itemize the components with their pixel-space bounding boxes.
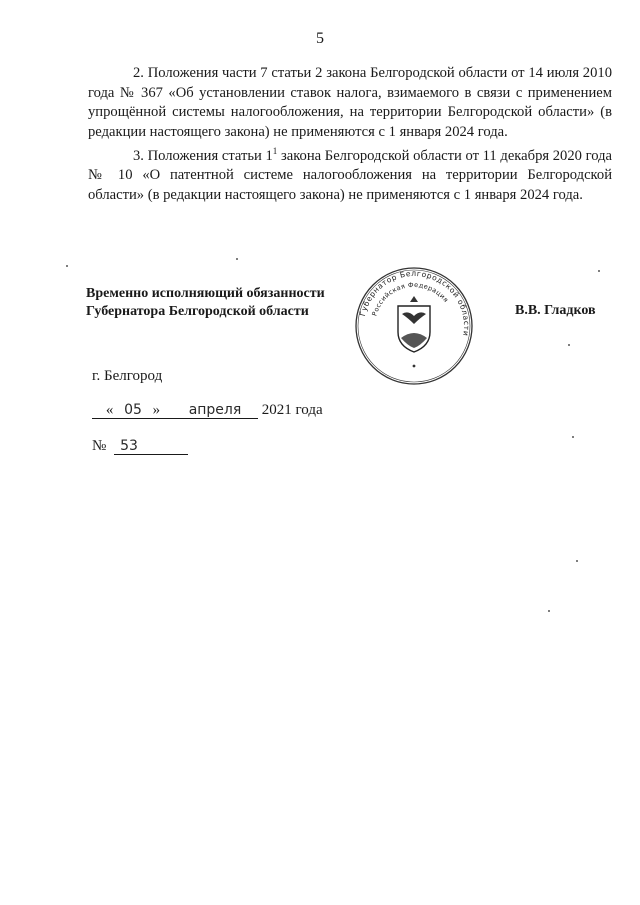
date-day-field: [92, 402, 174, 419]
document-number: [92, 438, 188, 455]
document-number-prefix: №: [92, 438, 107, 454]
body-text: [88, 64, 612, 205]
paragraph-3-start: 3. Положения статьи 1: [133, 147, 273, 164]
document-number-value: 53: [120, 438, 138, 454]
place-of-signing: г. Белгород: [92, 368, 163, 384]
scan-speck: [572, 436, 574, 438]
page-number: 5: [316, 30, 324, 47]
signatory-title-line-1: Временно исполняющий обязанности: [86, 286, 325, 301]
date-month: апреля: [188, 402, 242, 418]
date-open-quote: «: [105, 402, 114, 418]
coat-of-arms-icon: [398, 296, 430, 352]
date-year: 2021 года: [261, 402, 323, 418]
scan-speck: [568, 344, 570, 346]
seal-outer-text: Губернатор Белгородской области: [358, 268, 472, 338]
scan-speck: [598, 270, 600, 272]
scan-speck: [236, 258, 238, 260]
date-close-quote: »: [152, 402, 161, 418]
paragraph-2: 2. Положения части 7 статьи 2 закона Белгородской области от 14 июля 2010 года № 367 «Об установлении ставок налога, взимаемого в связи с применением упрощённой системы налогообложения, на территории Белгородской области» (в редакции настоящего закона) не применяются с 1 января 2024 года.: [88, 65, 612, 140]
signing-date: [92, 402, 323, 419]
date-day: 05: [124, 402, 142, 418]
scan-speck: [66, 265, 68, 267]
signatory-title-line-2: Губернатора Белгородской области: [86, 304, 309, 319]
document-number-field: [114, 438, 188, 455]
signatory-title: [86, 285, 325, 321]
official-seal: [354, 266, 474, 386]
scan-speck: [576, 560, 578, 562]
paragraph-3-end: закона Белгородской области от 11 декабря 2020 года № 10 «О патентной системе налогообложения на территории Белгородской области» (в редакции настоящего закона) не применяются с 1 января 2024 года.: [88, 147, 612, 203]
seal-inner-text: Российская Федерация: [370, 280, 451, 317]
signatory-name: В.В. Гладков: [515, 303, 596, 318]
paragraph-3-superscript: 1: [272, 146, 278, 156]
paragraph-3: [88, 142, 612, 205]
scan-speck: [548, 610, 550, 612]
date-month-field: [172, 402, 258, 419]
